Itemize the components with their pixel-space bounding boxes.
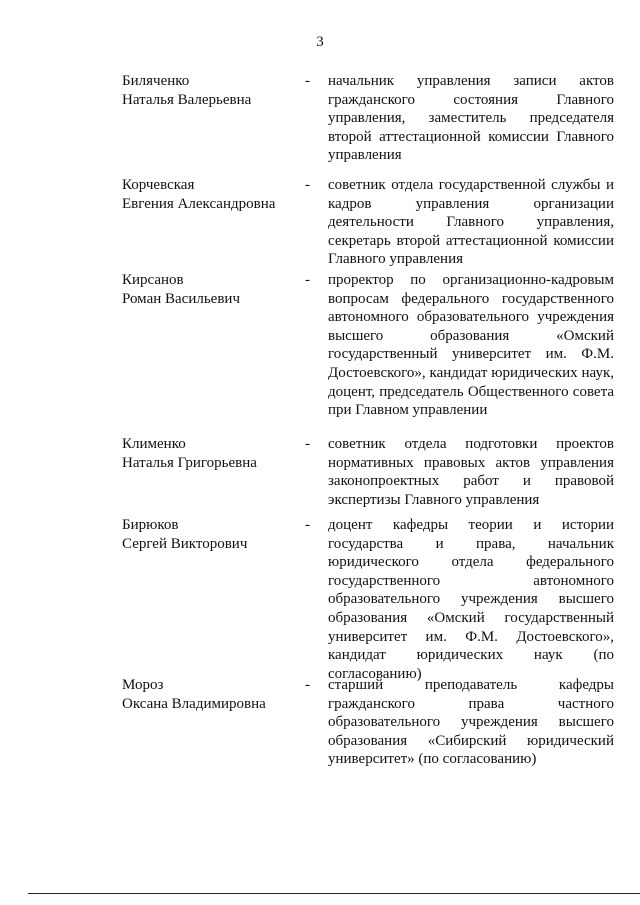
member-given-names: Евгения Александровна bbox=[122, 196, 276, 212]
member-given-names: Оксана Владимировна bbox=[122, 696, 266, 712]
member-surname: Корчевская bbox=[122, 177, 195, 193]
member-position: советник отдела подготовки проектов нормативных правовых актов управления законопроектных работ и правовой экспертизы Главного управления bbox=[328, 436, 614, 508]
member-surname: Кирсанов bbox=[122, 272, 184, 288]
separator-dash: - bbox=[305, 73, 310, 89]
member-position: проректор по организационно-кадровым вопросам федерального государственного автономного образовательного учреждения высшего образования «Омский государственный университет им. Ф.М. Достоевского», кандидат юридических наук, доцент, председатель Общественного совета при Главном управлении bbox=[328, 272, 614, 419]
member-name bbox=[122, 271, 292, 309]
member-position: советник отдела государственной службы и кадров управления организации деятельности Главного управления, секретарь второй аттестационной комиссии Главного управления bbox=[328, 177, 614, 268]
separator-dash: - bbox=[305, 177, 310, 193]
member-surname: Мороз bbox=[122, 677, 164, 693]
member-position: доцент кафедры теории и истории государства и права, начальник юридического отдела федерального государственного автономного образовательного учреждения высшего образования «Омский государственный университет им. Ф.М. Достоевского», кандидат юридических наук (по согласованию) bbox=[328, 517, 614, 682]
member-name bbox=[122, 435, 292, 473]
page-number: 3 bbox=[316, 34, 324, 50]
member-name bbox=[122, 676, 292, 714]
separator-dash: - bbox=[305, 272, 310, 288]
footer-divider bbox=[28, 893, 640, 894]
member-name bbox=[122, 72, 292, 110]
separator-dash: - bbox=[305, 677, 310, 693]
member-given-names: Сергей Викторович bbox=[122, 536, 248, 552]
member-position: старший преподаватель кафедры гражданского права частного образовательного учреждения высшего образования «Сибирский юридический университет» (по согласованию) bbox=[328, 677, 614, 768]
member-position: начальник управления записи актов гражданского состояния Главного управления, заместитель председателя второй аттестационной комиссии Главного управления bbox=[328, 73, 614, 164]
member-surname: Клименко bbox=[122, 436, 186, 452]
member-surname: Бирюков bbox=[122, 517, 179, 533]
member-surname: Биляченко bbox=[122, 73, 190, 89]
separator-dash: - bbox=[305, 436, 310, 452]
member-name bbox=[122, 516, 292, 554]
member-given-names: Наталья Валерьевна bbox=[122, 92, 252, 108]
member-name bbox=[122, 176, 292, 214]
separator-dash: - bbox=[305, 517, 310, 533]
member-given-names: Роман Васильевич bbox=[122, 291, 240, 307]
member-given-names: Наталья Григорьевна bbox=[122, 455, 257, 471]
